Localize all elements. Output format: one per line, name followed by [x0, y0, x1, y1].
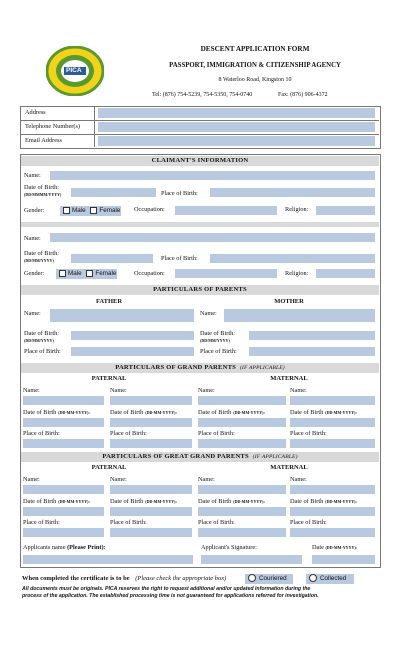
ggp-dob-label-text: Date of Birth — [290, 498, 324, 505]
gp-maternal-3-pob-field[interactable] — [198, 439, 286, 448]
date-label — [312, 544, 357, 552]
gp-name-label-text: Name: — [198, 387, 215, 394]
ggp-name-label-text: Name: — [198, 476, 215, 483]
gp-paternal-1-name-field[interactable] — [23, 396, 104, 405]
gp-name-label-text: Name: — [110, 387, 127, 394]
gp-dob-format: (DD-MM-YYYY): — [233, 410, 265, 415]
ggp-maternal-3-dob-field[interactable] — [198, 507, 286, 516]
ggp-name-label-text: Name: — [23, 476, 40, 483]
ggp-dob-label-text: Date of Birth — [198, 498, 232, 505]
female-label: Female — [99, 207, 121, 214]
telephone-label: Telephone Number(s) — [25, 123, 80, 130]
gp-paternal-1-dob-label — [23, 409, 90, 417]
ggp-paternal-2-pob-label — [110, 519, 147, 527]
mother-dob-label: Date of Birth: — [200, 330, 235, 337]
father-name-label: Name: — [24, 310, 41, 317]
claimant2-occupation-label: Occupation: — [134, 270, 165, 277]
gp-paternal-1-dob-field[interactable] — [23, 418, 104, 427]
gp-maternal-3-name-field[interactable] — [198, 396, 286, 405]
ggp-name-label-text: Name: — [290, 476, 307, 483]
claimant1-occupation-label: Occupation: — [134, 206, 165, 213]
collected-label: Collected — [320, 575, 347, 582]
ggp-pob-label-text: Place of Birth: — [23, 519, 60, 526]
date-format: (DD-MM-YYYY): — [325, 545, 358, 550]
female-label: Female — [95, 270, 117, 277]
ggp-maternal-3-pob-field[interactable] — [198, 528, 286, 537]
gp-maternal-4-pob-label — [290, 430, 327, 438]
applicant-name-label — [23, 544, 106, 552]
gp-paternal-1-pob-field[interactable] — [23, 439, 104, 448]
logo-text: PICA — [66, 67, 82, 74]
claimant1-name-label: Name: — [24, 172, 41, 179]
ggp-maternal-4-dob-label — [290, 498, 357, 506]
claimant1-pob-field[interactable] — [210, 188, 375, 197]
telephone-field[interactable] — [98, 122, 375, 132]
ggp-paternal-heading: PATERNAL — [91, 464, 127, 471]
gp-dob-label-text: Date of Birth — [110, 409, 144, 416]
gp-dob-label-text: Date of Birth — [198, 409, 232, 416]
claimant1-pob-label: Place of Birth: — [161, 190, 198, 197]
couriered-radio[interactable] — [248, 574, 256, 582]
mother-pob-field[interactable] — [249, 347, 375, 356]
gp-dob-format: (DD-MM-YYYY): — [325, 410, 357, 415]
grandparents-section-title — [21, 363, 379, 373]
mother-dob-format: (DD/MM/YYYY) — [200, 338, 230, 343]
ggp-note: (IF APPLICABLE) — [252, 454, 298, 460]
ggp-dob-format: (DD-MM-YYYY): — [58, 499, 90, 504]
ggp-paternal-1-pob-field[interactable] — [23, 528, 104, 537]
contact-row-line — [20, 134, 379, 135]
ggp-paternal-2-dob-label — [110, 498, 177, 506]
ggp-maternal-4-pob-field[interactable] — [290, 528, 375, 537]
claimant2-occupation-field[interactable] — [175, 269, 277, 278]
gp-name-label-text: Name: — [290, 387, 307, 394]
couriered-option[interactable] — [245, 574, 293, 584]
email-field[interactable] — [98, 136, 375, 146]
ggp-paternal-2-pob-field[interactable] — [110, 528, 192, 537]
claimant2-dob-field[interactable] — [71, 254, 153, 263]
gp-paternal-heading: PATERNAL — [91, 375, 127, 382]
gp-maternal-4-name-field[interactable] — [290, 396, 375, 405]
gp-dob-label-text: Date of Birth — [290, 409, 324, 416]
claimant1-occupation-field[interactable] — [175, 206, 277, 215]
contact-row-line — [20, 120, 379, 121]
date-label-text: Date — [312, 544, 324, 551]
mother-name-label: Name: — [200, 310, 217, 317]
ggp-paternal-2-dob-field[interactable] — [110, 507, 192, 516]
gp-dob-label-text: Date of Birth — [23, 409, 57, 416]
ggp-dob-format: (DD-MM-YYYY): — [233, 499, 265, 504]
claimant2-pob-label: Place of Birth: — [161, 255, 198, 262]
gp-maternal-3-pob-label — [198, 430, 235, 438]
ggp-maternal-4-pob-label — [290, 519, 327, 527]
ggp-dob-label-text: Date of Birth — [23, 498, 57, 505]
address-field[interactable] — [98, 108, 375, 118]
address-label: Address — [25, 109, 46, 116]
gp-maternal-4-name-label — [290, 387, 307, 395]
claimant2-name-label: Name: — [24, 235, 41, 242]
male-checkbox[interactable] — [63, 207, 70, 214]
father-dob-field[interactable] — [71, 331, 194, 340]
gp-paternal-2-dob-field[interactable] — [110, 418, 192, 427]
collected-option[interactable] — [306, 574, 354, 584]
claimant1-gender-label: Gender: — [24, 207, 45, 214]
gp-maternal-4-dob-field[interactable] — [290, 418, 375, 427]
ggp-paternal-1-name-field[interactable] — [23, 485, 104, 494]
gp-paternal-2-pob-label — [110, 430, 147, 438]
contact-divider — [94, 106, 95, 147]
claimant1-dob-label: Date of Birth: — [24, 184, 59, 191]
gp-maternal-3-name-label — [198, 387, 215, 395]
ggp-maternal-3-pob-label — [198, 519, 235, 527]
claimant1-name-field[interactable] — [50, 171, 375, 180]
gp-dob-format: (DD-MM-YYYY): — [58, 410, 90, 415]
ggp-paternal-2-name-label — [110, 476, 127, 484]
claimant1-religion-label: Religion: — [285, 206, 309, 213]
gp-paternal-2-dob-label — [110, 409, 177, 417]
female-checkbox[interactable] — [86, 270, 93, 277]
gp-name-label-text: Name: — [23, 387, 40, 394]
footer-line-2: process of the application. The established processing time is not guaranteed for applications referred for investigation. — [22, 593, 319, 599]
gp-dob-format: (DD-MM-YYYY): — [145, 410, 177, 415]
agency-fax: Fax: (876) 906-4372 — [278, 92, 328, 98]
gp-maternal-3-dob-label — [198, 409, 265, 417]
claimant-section-title: CLAIMANT'S INFORMATION — [21, 156, 379, 166]
ggp-paternal-1-dob-label — [23, 498, 90, 506]
gp-maternal-heading: MATERNAL — [270, 375, 308, 382]
agency-name: PASSPORT, IMMIGRATION & CITIZENSHIP AGENCY — [169, 62, 341, 69]
ggp-paternal-1-dob-field[interactable] — [23, 507, 104, 516]
gp-maternal-4-dob-label — [290, 409, 357, 417]
delivery-hint: (Please check the appropriate box) — [135, 575, 227, 582]
applicant-name-field[interactable] — [23, 555, 193, 564]
delivery-prompt-text: When completed the certificate is to be — [22, 575, 130, 582]
agency-tel: Tel: (876) 754-5239, 754-5350, 754-0740 — [152, 92, 253, 98]
father-pob-field[interactable] — [71, 347, 194, 356]
gp-paternal-2-name-label — [110, 387, 127, 395]
ggp-pob-label-text: Place of Birth: — [198, 519, 235, 526]
grandparents-note: (IF APPLICABLE) — [239, 365, 285, 371]
applicant-name-print: (Please Print): — [67, 544, 106, 551]
claimant2-name-field[interactable] — [50, 233, 375, 242]
claimant2-religion-field[interactable] — [316, 269, 375, 278]
gp-pob-label-text: Place of Birth: — [290, 430, 327, 437]
agency-address: 8 Waterloo Road, Kingston 10 — [218, 77, 292, 83]
claimant2-dob-format: (DD/MM/YYYY) — [24, 258, 54, 263]
father-heading: FATHER — [95, 298, 123, 305]
claimant1-religion-field[interactable] — [316, 206, 375, 215]
ggp-dob-label-text: Date of Birth — [110, 498, 144, 505]
claimant-separator — [21, 222, 379, 227]
gp-pob-label-text: Place of Birth: — [110, 430, 147, 437]
claimant1-dob-field[interactable] — [71, 188, 156, 197]
gp-pob-label-text: Place of Birth: — [198, 430, 235, 437]
collected-radio[interactable] — [309, 574, 317, 582]
gp-paternal-2-pob-field[interactable] — [110, 439, 192, 448]
mother-dob-field[interactable] — [249, 331, 375, 340]
ggp-paternal-2-name-field[interactable] — [110, 485, 192, 494]
ggp-name-label-text: Name: — [110, 476, 127, 483]
ggp-maternal-3-name-field[interactable] — [198, 485, 286, 494]
ggp-maternal-heading: MATERNAL — [270, 464, 308, 471]
claimant2-gender-options — [56, 269, 117, 279]
claimant2-pob-field[interactable] — [210, 254, 375, 263]
mother-heading: MOTHER — [274, 298, 304, 305]
claimant2-dob-label: Date of Birth: — [24, 250, 59, 257]
date-field[interactable] — [312, 555, 375, 564]
gp-paternal-1-name-label — [23, 387, 40, 395]
great-grandparents-section-title — [21, 452, 379, 462]
mother-name-field[interactable] — [224, 309, 375, 322]
claimant2-religion-label: Religion: — [285, 270, 309, 277]
gp-maternal-3-dob-field[interactable] — [198, 418, 286, 427]
father-name-field[interactable] — [50, 309, 194, 322]
father-pob-label: Place of Birth: — [24, 348, 61, 355]
gp-maternal-4-pob-field[interactable] — [290, 439, 375, 448]
ggp-maternal-3-dob-label — [198, 498, 265, 506]
ggp-maternal-4-name-field[interactable] — [290, 485, 375, 494]
mother-pob-label: Place of Birth: — [200, 348, 237, 355]
claimant1-dob-format: (DD/MMMM/YYYY) — [24, 192, 62, 197]
applicant-signature-label: Applicant's Signature: — [201, 544, 257, 551]
father-dob-format: (DD/MM/YYYY) — [24, 338, 54, 343]
gp-pob-label-text: Place of Birth: — [23, 430, 60, 437]
delivery-prompt — [22, 574, 226, 583]
gp-paternal-2-name-field[interactable] — [110, 396, 192, 405]
ggp-pob-label-text: Place of Birth: — [290, 519, 327, 526]
ggp-title-text: PARTICULARS OF GREAT GRAND PARENTS — [102, 453, 249, 460]
ggp-dob-format: (DD-MM-YYYY): — [325, 499, 357, 504]
ggp-paternal-1-pob-label — [23, 519, 60, 527]
claimant2-gender-label: Gender: — [24, 270, 45, 277]
applicant-signature-field[interactable] — [201, 555, 302, 564]
claimant1-gender-options — [60, 206, 121, 216]
couriered-label: Couriered — [259, 575, 287, 582]
male-label: Male — [72, 207, 86, 214]
ggp-maternal-4-dob-field[interactable] — [290, 507, 375, 516]
female-checkbox[interactable] — [90, 207, 97, 214]
ggp-dob-format: (DD-MM-YYYY): — [145, 499, 177, 504]
male-label: Male — [68, 270, 82, 277]
applicant-name-text: Applicants name — [23, 544, 66, 551]
male-checkbox[interactable] — [59, 270, 66, 277]
ggp-paternal-1-name-label — [23, 476, 40, 484]
ggp-pob-label-text: Place of Birth: — [110, 519, 147, 526]
pica-logo — [46, 46, 104, 96]
form-title: DESCENT APPLICATION FORM — [200, 45, 310, 53]
parents-section-title: PARTICULARS OF PARENTS — [21, 285, 379, 295]
father-dob-label: Date of Birth: — [24, 330, 59, 337]
email-label: Email Address — [25, 137, 62, 144]
ggp-maternal-4-name-label — [290, 476, 307, 484]
ggp-maternal-3-name-label — [198, 476, 215, 484]
gp-paternal-1-pob-label — [23, 430, 60, 438]
footer-line-1: All documents must be originals. PICA reserves the right to request additional and/or updated information during the — [22, 586, 311, 592]
grandparents-title-text: PARTICULARS OF GRAND PARENTS — [115, 364, 237, 371]
